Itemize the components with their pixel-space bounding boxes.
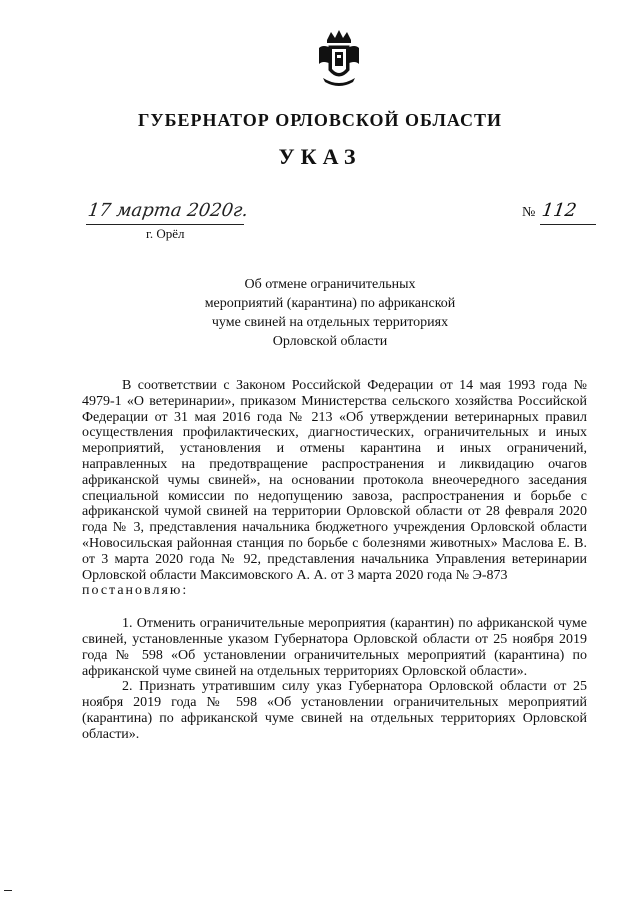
number-sign: № <box>522 205 536 220</box>
decree-body <box>82 378 587 743</box>
handwritten-date: 17 марта 2020г. <box>86 200 250 221</box>
issuer-title: ГУБЕРНАТОР ОРЛОВСКОЙ ОБЛАСТИ <box>137 110 503 130</box>
subject-line: Об отмене ограничительных <box>244 277 416 292</box>
coat-of-arms-icon <box>317 30 361 88</box>
item-2: 2. Признать утратившим силу указ Губернатора Орловской области от 25 ноября 2019 года № 598 «Об установлении ограничительных мероприятий (карантина) по африканской чуме свиней на отдельных территориях Орловской области». <box>82 679 587 742</box>
preamble-paragraph: В соответствии с Законом Российской Федерации от 14 мая 1993 года № 4979-1 «О ветеринарии», приказом Министерства сельского хозяйства Российской Федерации от 31 мая 2016 года № 213 «Об утверждении ветеринарных правил осуществления профилактических, диагностических, ограничительных и иных мероприятий, установления и отмены карантина и иных ограничений, направленных на предотвращение распространения и ликвидацию очагов африканской чумы свиней», на основании протокола внеочередного заседания специальной комиссии по недопущению завоза, распространения и борьбе с африканской чумой свиней на территории Орловской области от 28 февраля 2020 года № 3, представления начальника бюджетного учреждения Орловской области «Новосильская районная станция по борьбе с болезнями животных» Маслова Е. В. от 3 марта 2020 года № 92, представления начальника Управления ветеринарии Орловской области Максимовского А. А. от 3 марта 2020 года № Э-873 <box>82 378 587 583</box>
item-1: 1. Отменить ограничительные мероприятия (карантин) по африканской чуме свиней, установленные указом Губернатора Орловской области от 25 ноября 2019 года № 598 «Об установлении ограничительных мероприятий (карантина) по африканской чуме свиней на отдельных территориях Орловской области». <box>82 616 587 679</box>
number-underline <box>540 224 596 225</box>
decree-subject <box>180 275 480 351</box>
page-edge-mark <box>4 890 12 891</box>
date-underline <box>86 224 244 225</box>
city-label: г. Орёл <box>146 226 185 241</box>
document-type: УКАЗ <box>278 144 362 169</box>
subject-line: мероприятий (карантина) по африканской <box>204 296 456 311</box>
subject-line: чуме свиней на отдельных территориях <box>211 315 449 330</box>
resolve-word: постановляю: <box>82 583 189 599</box>
handwritten-number: 112 <box>540 200 578 221</box>
subject-line: Орловской области <box>272 334 388 349</box>
